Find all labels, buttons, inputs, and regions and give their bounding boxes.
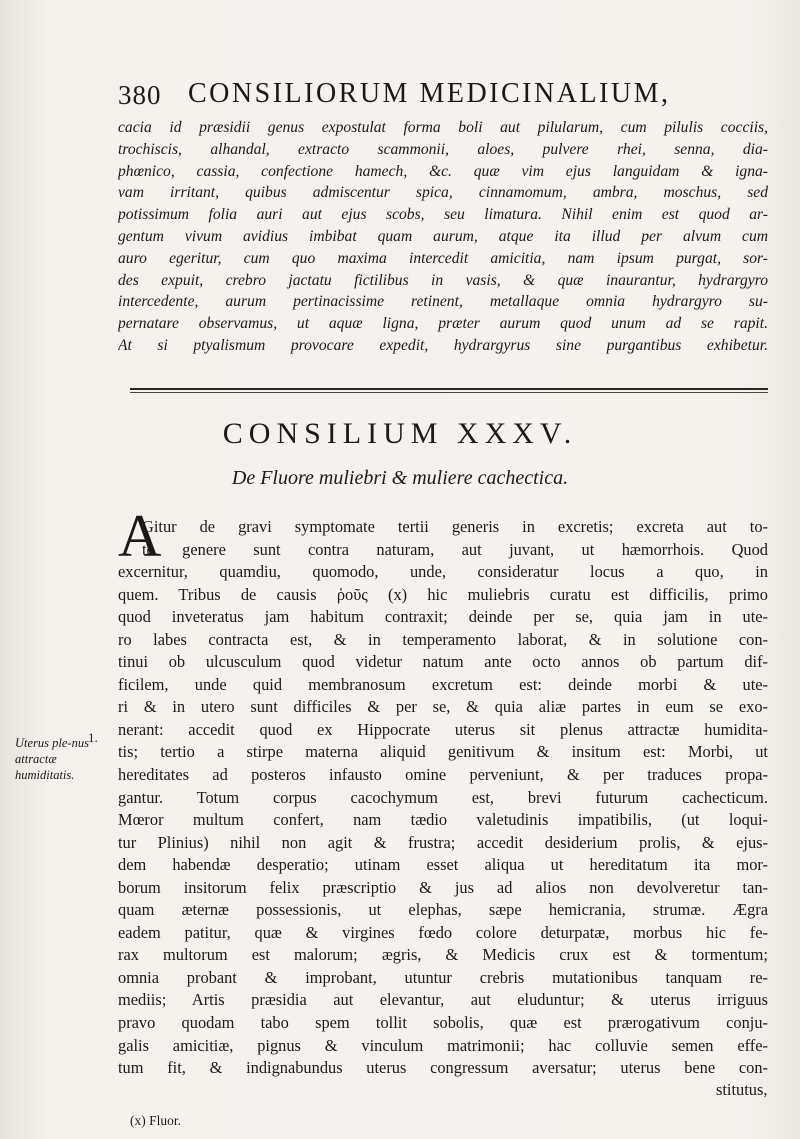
text-line: des expuit, crebro jactatu fictilibus in vasis, & quæ inaurantur, hydrargyro	[118, 271, 768, 289]
text-line: tur Plinius) nihil non agit & frustra; accedit desiderium prolis, & ejus-	[118, 832, 768, 852]
consilium-body	[118, 516, 768, 1080]
section-rule-thin	[130, 392, 768, 393]
text-line: ro labes contracta est, & in temperamento laborat, & in solutione con-	[118, 629, 768, 649]
text-line: Gitur de gravi symptomate tertii generis in excretis; excreta aut to-	[142, 517, 768, 536]
text-line: trochiscis, alhandal, extracto scammonii, aloes, pulvere rhei, senna, dia-	[118, 140, 768, 158]
text-line: tinui ob ulcusculum quod videtur natum ante octo annos ob partum dif-	[118, 652, 768, 672]
margin-note-number: 1.	[88, 730, 98, 745]
text-line: dem habendæ desperatio; utinam esset aliqua ut hereditatum ita mor-	[118, 855, 768, 875]
text-line: cacia id præsidii genus expostulat forma boli aut pilularum, cum pilulis cocciis,	[118, 119, 768, 136]
text-line: phœnico, cassia, confectione hamech, &c. quæ vim ejus languidam & igna-	[118, 162, 768, 180]
text-line: auro egeritur, cum quo maxima intercedit amicitia, nam ipsum purgat, sor-	[118, 249, 768, 267]
text-line: omnia probant & improbant, utuntur crebris mutationibus tanquam re-	[118, 967, 768, 987]
text-line: intercedente, aurum pertinacissime retinent, metallaque omnia hydrargyro su-	[118, 293, 768, 311]
text-line: tis; tertio a stirpe materna aliquid genitivum & insitum est: Morbi, ut	[118, 742, 768, 762]
text-line: quem. Tribus de causis ῥοῦς (x) hic muliebris curatu est difficilis, primo	[118, 584, 768, 604]
text-line: tum fit, & indignabundus uterus congressum aversatur; uterus bene con-	[118, 1058, 768, 1078]
margin-note: Uterus ple-nus attractæ humiditatis.	[15, 736, 89, 782]
text-line: borum insitorum felix præscriptio & jus ad alios non devolveretur tan-	[118, 877, 768, 897]
text-line: pravo quodam tabo spem tollit sobolis, quæ est prærogativum conju-	[118, 1013, 768, 1033]
page-header	[118, 72, 718, 112]
consilium-title: CONSILIUM XXXV.	[222, 417, 578, 450]
text-line: ri & in utero sunt difficiles & per se, & quia aliæ partes in eum se exo-	[118, 697, 768, 717]
text-line: gentum vivum avidius imbibat quam aurum, atque ita illud per alvum cum	[118, 227, 768, 245]
text-line: excernitur, quamdiu, quomodo, unde, consideratur locus a quo, in	[118, 562, 768, 582]
text-line: nerant: accedit quod ex Hippocrate uterus sit plenus attractæ humidita-	[118, 719, 768, 739]
text-line: potissimum folia auri aut ejus scobs, seu limatura. Nihil enim est quod ar-	[118, 206, 768, 224]
text-line: eadem patitur, quæ & virgines fœdo colore deturpatæ, morbus hic fe-	[118, 922, 768, 942]
text-line: quam æternæ possessionis, ut elephas, sæpe hemicrania, strumæ. Ægra	[118, 900, 768, 920]
text-line: vam irritant, quibus admiscentur spica, cinnamomum, ambra, moschus, sed	[118, 184, 768, 202]
text-line: hereditates ad posteros infausto omine perveniunt, & per traduces propa-	[118, 765, 768, 785]
footnote: (x) Fluor.	[130, 1113, 182, 1128]
text-line: Mœror multum confert, nam tædio valetudinis impatibilis, (ut loqui-	[118, 810, 768, 830]
text-line: mediis; Artis præsidia aut elevantur, aut eluduntur; & uterus irriguus	[118, 990, 768, 1010]
text-line: pernatare observamus, ut aquæ ligna, præter aurum quod unum ad se rapit.	[118, 315, 768, 333]
page-number: 380	[118, 80, 162, 110]
drop-cap: A	[118, 503, 162, 569]
text-line: At si ptyalismum provocare expedit, hydrargyrus sine purgantibus exhibetur.	[118, 336, 768, 354]
consilium-subtitle: De Fluore muliebri & muliere cachectica.	[231, 467, 569, 489]
text-line: rax multorum est malorum; ægris, & Medicis crux est & tormentum;	[118, 945, 768, 965]
catchword-line: stitutus,	[716, 1080, 768, 1099]
text-line: ficilem, unde quid membranosum excretum est: deinde morbi & ute-	[118, 674, 768, 694]
text-line: galis amicitiæ, pignus & vinculum matrimonii; hac colluvie semen effe-	[118, 1035, 768, 1055]
section-rule	[130, 388, 768, 390]
text-line: gantur. Totum corpus cacochymum est, brevi futurum cachecticum.	[118, 787, 768, 807]
text-line: quod inveteratus jam habitum contraxit; deinde per se, quia jam in ute-	[118, 607, 768, 627]
running-title: CONSILIORUM MEDICINALIUM,	[188, 78, 671, 109]
previous-consilium-text	[118, 117, 768, 357]
text-line: to genere sunt contra naturam, aut juvant, ut hæmorrhois. Quod	[142, 539, 768, 559]
